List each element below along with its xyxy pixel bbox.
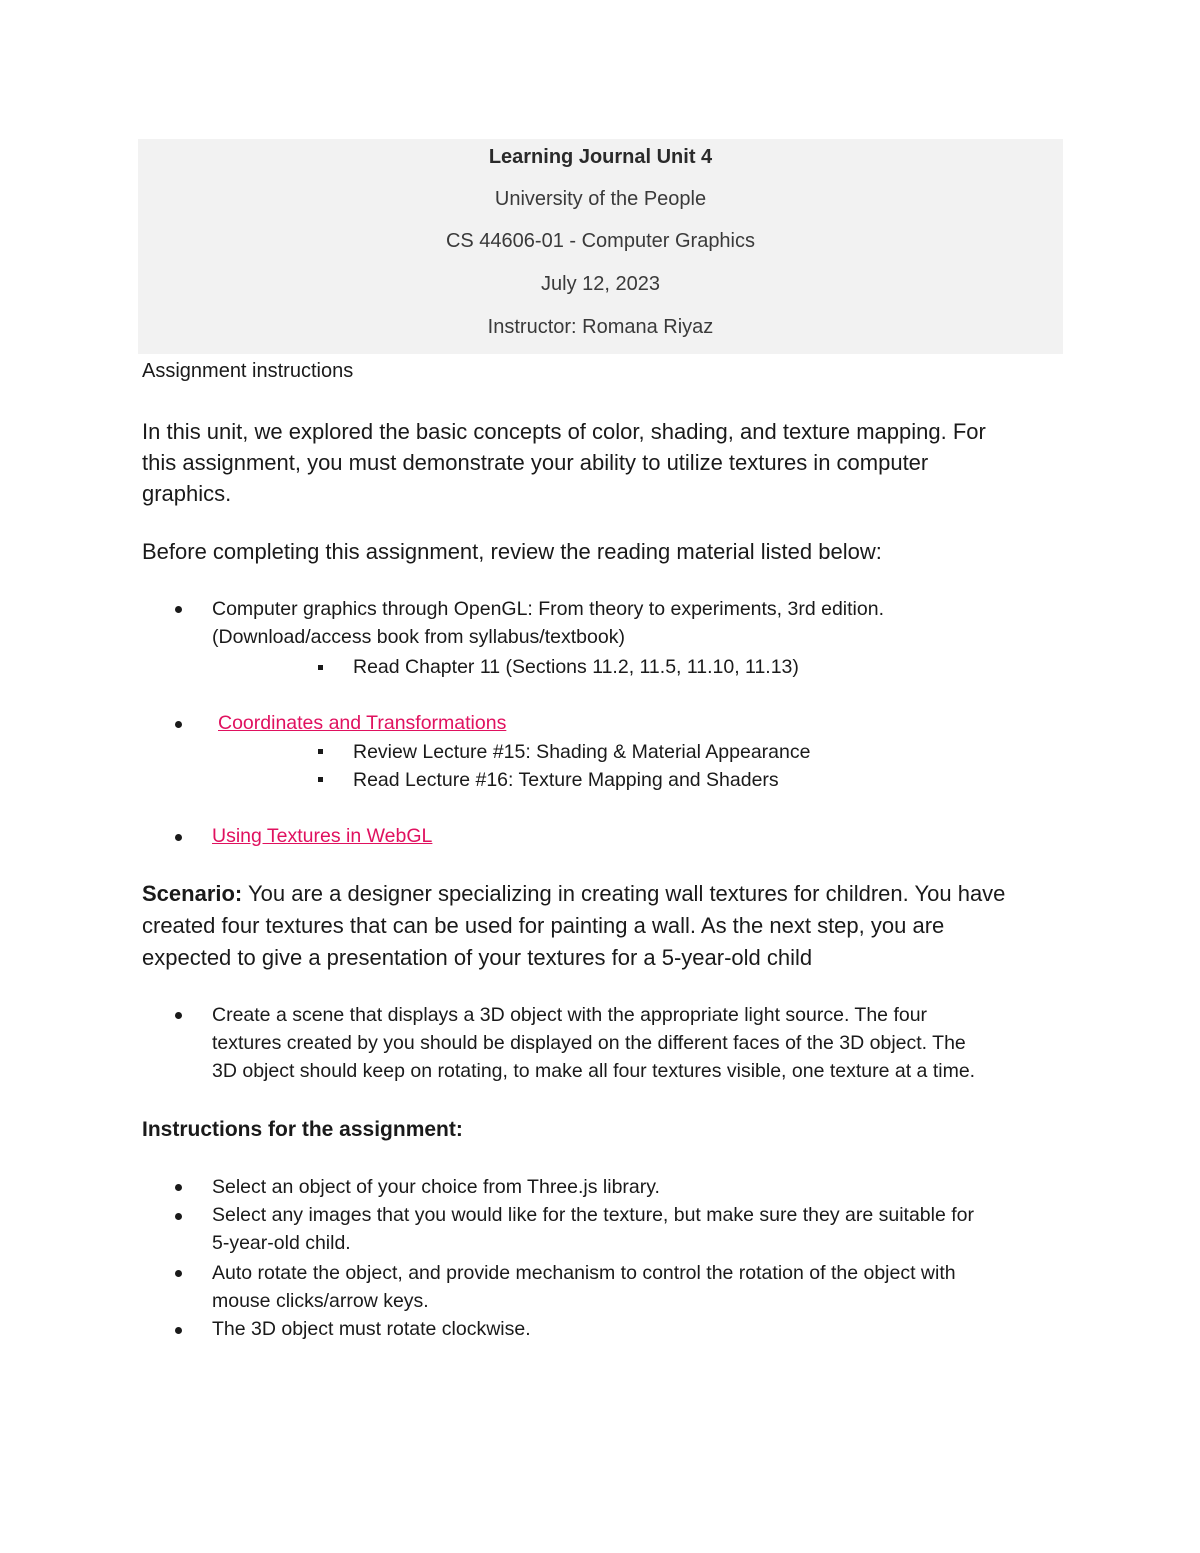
- instruction-4: The 3D object must rotate clockwise.: [212, 1318, 531, 1340]
- scene-bullet-line-2: textures created by you should be displayed on the different faces of the 3D object. The: [212, 1032, 966, 1054]
- review-prompt: Before completing this assignment, review the reading material listed below:: [142, 539, 882, 564]
- instruction-1: Select an object of your choice from Three.js library.: [212, 1176, 660, 1198]
- scenario-text-1: You are a designer specializing in creating wall textures for children. You have: [242, 881, 1006, 906]
- reading-2-sub-2: Read Lecture #16: Texture Mapping and Shaders: [353, 769, 779, 791]
- bullet-dot: [175, 1327, 182, 1334]
- coordinates-transformations-link[interactable]: Coordinates and Transformations: [218, 712, 507, 734]
- scenario-line-2: created four textures that can be used for painting a wall. As the next step, you are: [142, 913, 945, 938]
- intro-line-1: In this unit, we explored the basic concepts of color, shading, and texture mapping. For: [142, 419, 986, 444]
- scenario-line-3: expected to give a presentation of your textures for a 5-year-old child: [142, 945, 813, 970]
- document-date: July 12, 2023: [541, 273, 660, 295]
- university-name: University of the People: [494, 188, 707, 210]
- bullet-dot: [175, 721, 182, 728]
- course-name: CS 44606-01 - Computer Graphics: [445, 230, 756, 252]
- assignment-heading: Assignment instructions: [142, 360, 354, 382]
- instruction-2-line-1: Select any images that you would like for the texture, but make sure they are suitable for: [212, 1204, 974, 1226]
- scenario-label: Scenario:: [142, 881, 243, 906]
- title-block: [138, 139, 1063, 354]
- instructor-name: Instructor: Romana Riyaz: [487, 316, 714, 338]
- bullet-dot: [175, 1270, 182, 1277]
- document-title: Learning Journal Unit 4: [488, 146, 713, 168]
- reading-2-sub-1: Review Lecture #15: Shading & Material Appearance: [353, 741, 811, 763]
- instructions-heading: Instructions for the assignment:: [142, 1118, 463, 1141]
- sub-bullet-square: [318, 777, 323, 782]
- scene-bullet-line-1: Create a scene that displays a 3D object with the appropriate light source. The four: [212, 1004, 928, 1026]
- bullet-dot: [175, 606, 182, 613]
- reading-1-line-1: Computer graphics through OpenGL: From theory to experiments, 3rd edition.: [212, 598, 884, 620]
- scene-bullet-line-3: 3D object should keep on rotating, to make all four textures visible, one texture at a time.: [212, 1060, 976, 1082]
- instruction-3-line-2: mouse clicks/arrow keys.: [212, 1290, 429, 1312]
- intro-line-3: graphics.: [142, 481, 232, 506]
- bullet-dot: [175, 1213, 182, 1220]
- sub-bullet-square: [318, 749, 323, 754]
- bullet-dot: [175, 1012, 182, 1019]
- reading-1-line-2: (Download/access book from syllabus/textbook): [212, 626, 625, 648]
- reading-1-sub-1: Read Chapter 11 (Sections 11.2, 11.5, 11.10, 11.13): [353, 656, 799, 678]
- using-textures-webgl-link[interactable]: Using Textures in WebGL: [212, 825, 433, 847]
- bullet-dot: [175, 1184, 182, 1191]
- bullet-dot: [175, 834, 182, 841]
- sub-bullet-square: [318, 665, 323, 670]
- instruction-2-line-2: 5-year-old child.: [212, 1232, 351, 1254]
- intro-line-2: this assignment, you must demonstrate your ability to utilize textures in computer: [142, 450, 929, 475]
- scenario-line-1: [142, 878, 1062, 909]
- instruction-3-line-1: Auto rotate the object, and provide mechanism to control the rotation of the object with: [212, 1262, 956, 1284]
